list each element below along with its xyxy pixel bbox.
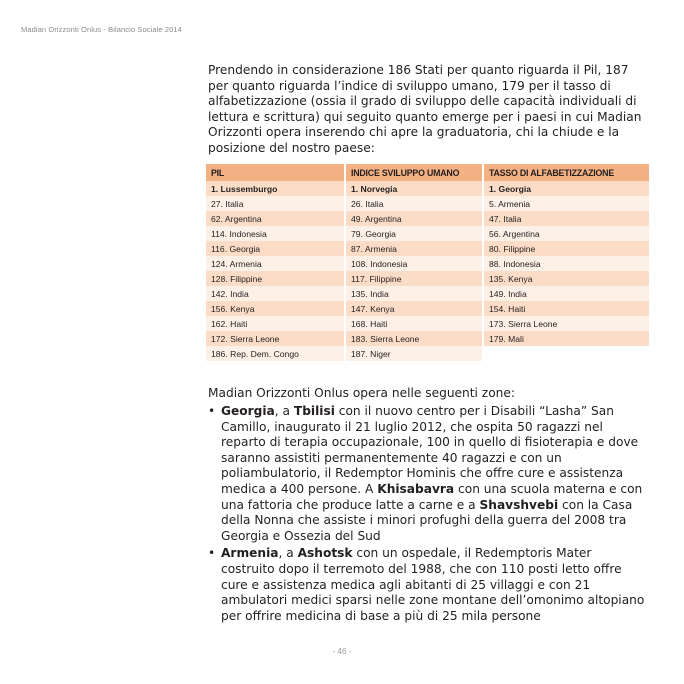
table-cell: 117. Filippine [345,271,483,286]
zone-text: , a [278,546,298,561]
table-cell: 79. Georgia [345,226,483,241]
table-cell: 187. Niger [345,346,483,361]
table-cell: 135. Kenya [483,271,649,286]
table-row [206,181,649,196]
table-row [206,196,649,211]
table-cell: 108. Indonesia [345,256,483,271]
table-row [206,331,649,346]
table-cell: 173. Sierra Leone [483,316,649,331]
table-cell: 142. India [206,286,345,301]
table-cell: 162. Haiti [206,316,345,331]
table-cell-empty [483,346,649,361]
page-number: - 46 - [332,647,352,656]
table-cell: 1. Norvegia [345,181,483,196]
zone-city-name: Tbilisi [293,404,335,418]
table-cell: 172. Sierra Leone [206,331,345,346]
table-cell: 124. Armenia [206,256,345,271]
table-cell: 186. Rep. Dem. Congo [206,346,345,361]
table-cell: 149. India [483,286,649,301]
header-tasso-alfabetizzazione: TASSO DI ALFABETIZZAZIONE [483,164,649,181]
table-row [206,241,649,256]
table-cell: 27. Italia [206,196,345,211]
table-cell: 1. Lussemburgo [206,181,345,196]
table-cell: 5. Armenia [483,196,649,211]
running-header: Madian Orizzonti Onlus - Bilancio Sociale 2014 [21,25,182,34]
table-row [206,346,649,361]
zone-item-georgia [208,404,648,544]
zone-text: con una scuola materna e con una fattoria che produce latte a carne e a [221,481,643,512]
zone-place-name: Khisabavra [377,481,455,496]
bullet-icon: • [208,546,216,561]
table-cell: 62. Argentina [206,211,345,226]
table-cell: 49. Argentina [345,211,483,226]
zone-text: con un ospedale, il Redemptoris Mater costruito dopo il terremoto del 1988, che con 110 posti letto offre cure e assistenza medica agli abitanti di 25 villaggi e con 21 ambulatori medici sparsi nelle zone montane dell’omonimo altopiano per offrire medicina di base a più di 25 mila persone [221,546,645,623]
zones-title: Madian Orizzonti Onlus opera nelle seguenti zone: [208,386,515,400]
table-cell: 154. Haiti [483,301,649,316]
table-cell: 147. Kenya [345,301,483,316]
zone-item-armenia [208,546,648,624]
table-row [206,226,649,241]
zone-text: con la Casa della Nonna che assiste i minori profughi della guerra del 2008 tra Georgia e Ossezia del Sud [221,497,633,543]
table-cell: 1. Georgia [483,181,649,196]
table-row [206,316,649,331]
bullet-icon: • [208,404,216,418]
table-row [206,286,649,301]
table-cell: 87. Armenia [345,241,483,256]
table-row [206,271,649,286]
table-cell: 156. Kenya [206,301,345,316]
zones-list [208,404,648,626]
zone-text: , a [274,404,294,418]
zone-country-name: Armenia [221,546,279,561]
table-cell: 179. Mali [483,331,649,346]
table-cell: 168. Haiti [345,316,483,331]
table-cell: 56. Argentina [483,226,649,241]
zone-country-name: Georgia [221,404,275,418]
table-cell: 80. Filippine [483,241,649,256]
zone-place-name: Shavshvebi [479,497,559,512]
table-header-row [206,164,649,181]
table-cell: 183. Sierra Leone [345,331,483,346]
zone-city-name: Ashotsk [297,546,353,561]
table-cell: 128. Filippine [206,271,345,286]
table-cell: 114. Indonesia [206,226,345,241]
header-pil: PIL [206,164,345,181]
table-cell: 116. Georgia [206,241,345,256]
table-row [206,301,649,316]
table-cell: 26. Italia [345,196,483,211]
table-cell: 88. Indonesia [483,256,649,271]
table-cell: 47. Italia [483,211,649,226]
header-indice-sviluppo-umano: INDICE SVILUPPO UMANO [345,164,483,181]
zone-text: con il nuovo centro per i Disabili “Lasha” San Camillo, inaugurato il 21 luglio 2012, che ospita 50 ragazzi nel reparto di terapia occupazionale, 100 in quello di fisioterapia e dove saranno assistiti permanentemente 40 ragazzi e con un poliambulatorio, il Redemptor Hominis che offre cure e assistenza medica a 400 persone. A [221,404,639,496]
table-row [206,256,649,271]
table-cell: 135. India [345,286,483,301]
table-row [206,211,649,226]
ranking-table [206,164,649,361]
intro-paragraph: Prendendo in considerazione 186 Stati per quanto riguarda il Pil, 187 per quanto riguarda l’indice di sviluppo umano, 179 per il tasso di alfabetizzazione (ossia il grado di sviluppo delle capacità individuali di lettura e scrittura) qui seguito quanto emerge per i paesi in cui Madian Orizzonti opera inserendo chi apre la graduatoria, chi la chiude e la posizione del nostro paese: [208,63,642,155]
